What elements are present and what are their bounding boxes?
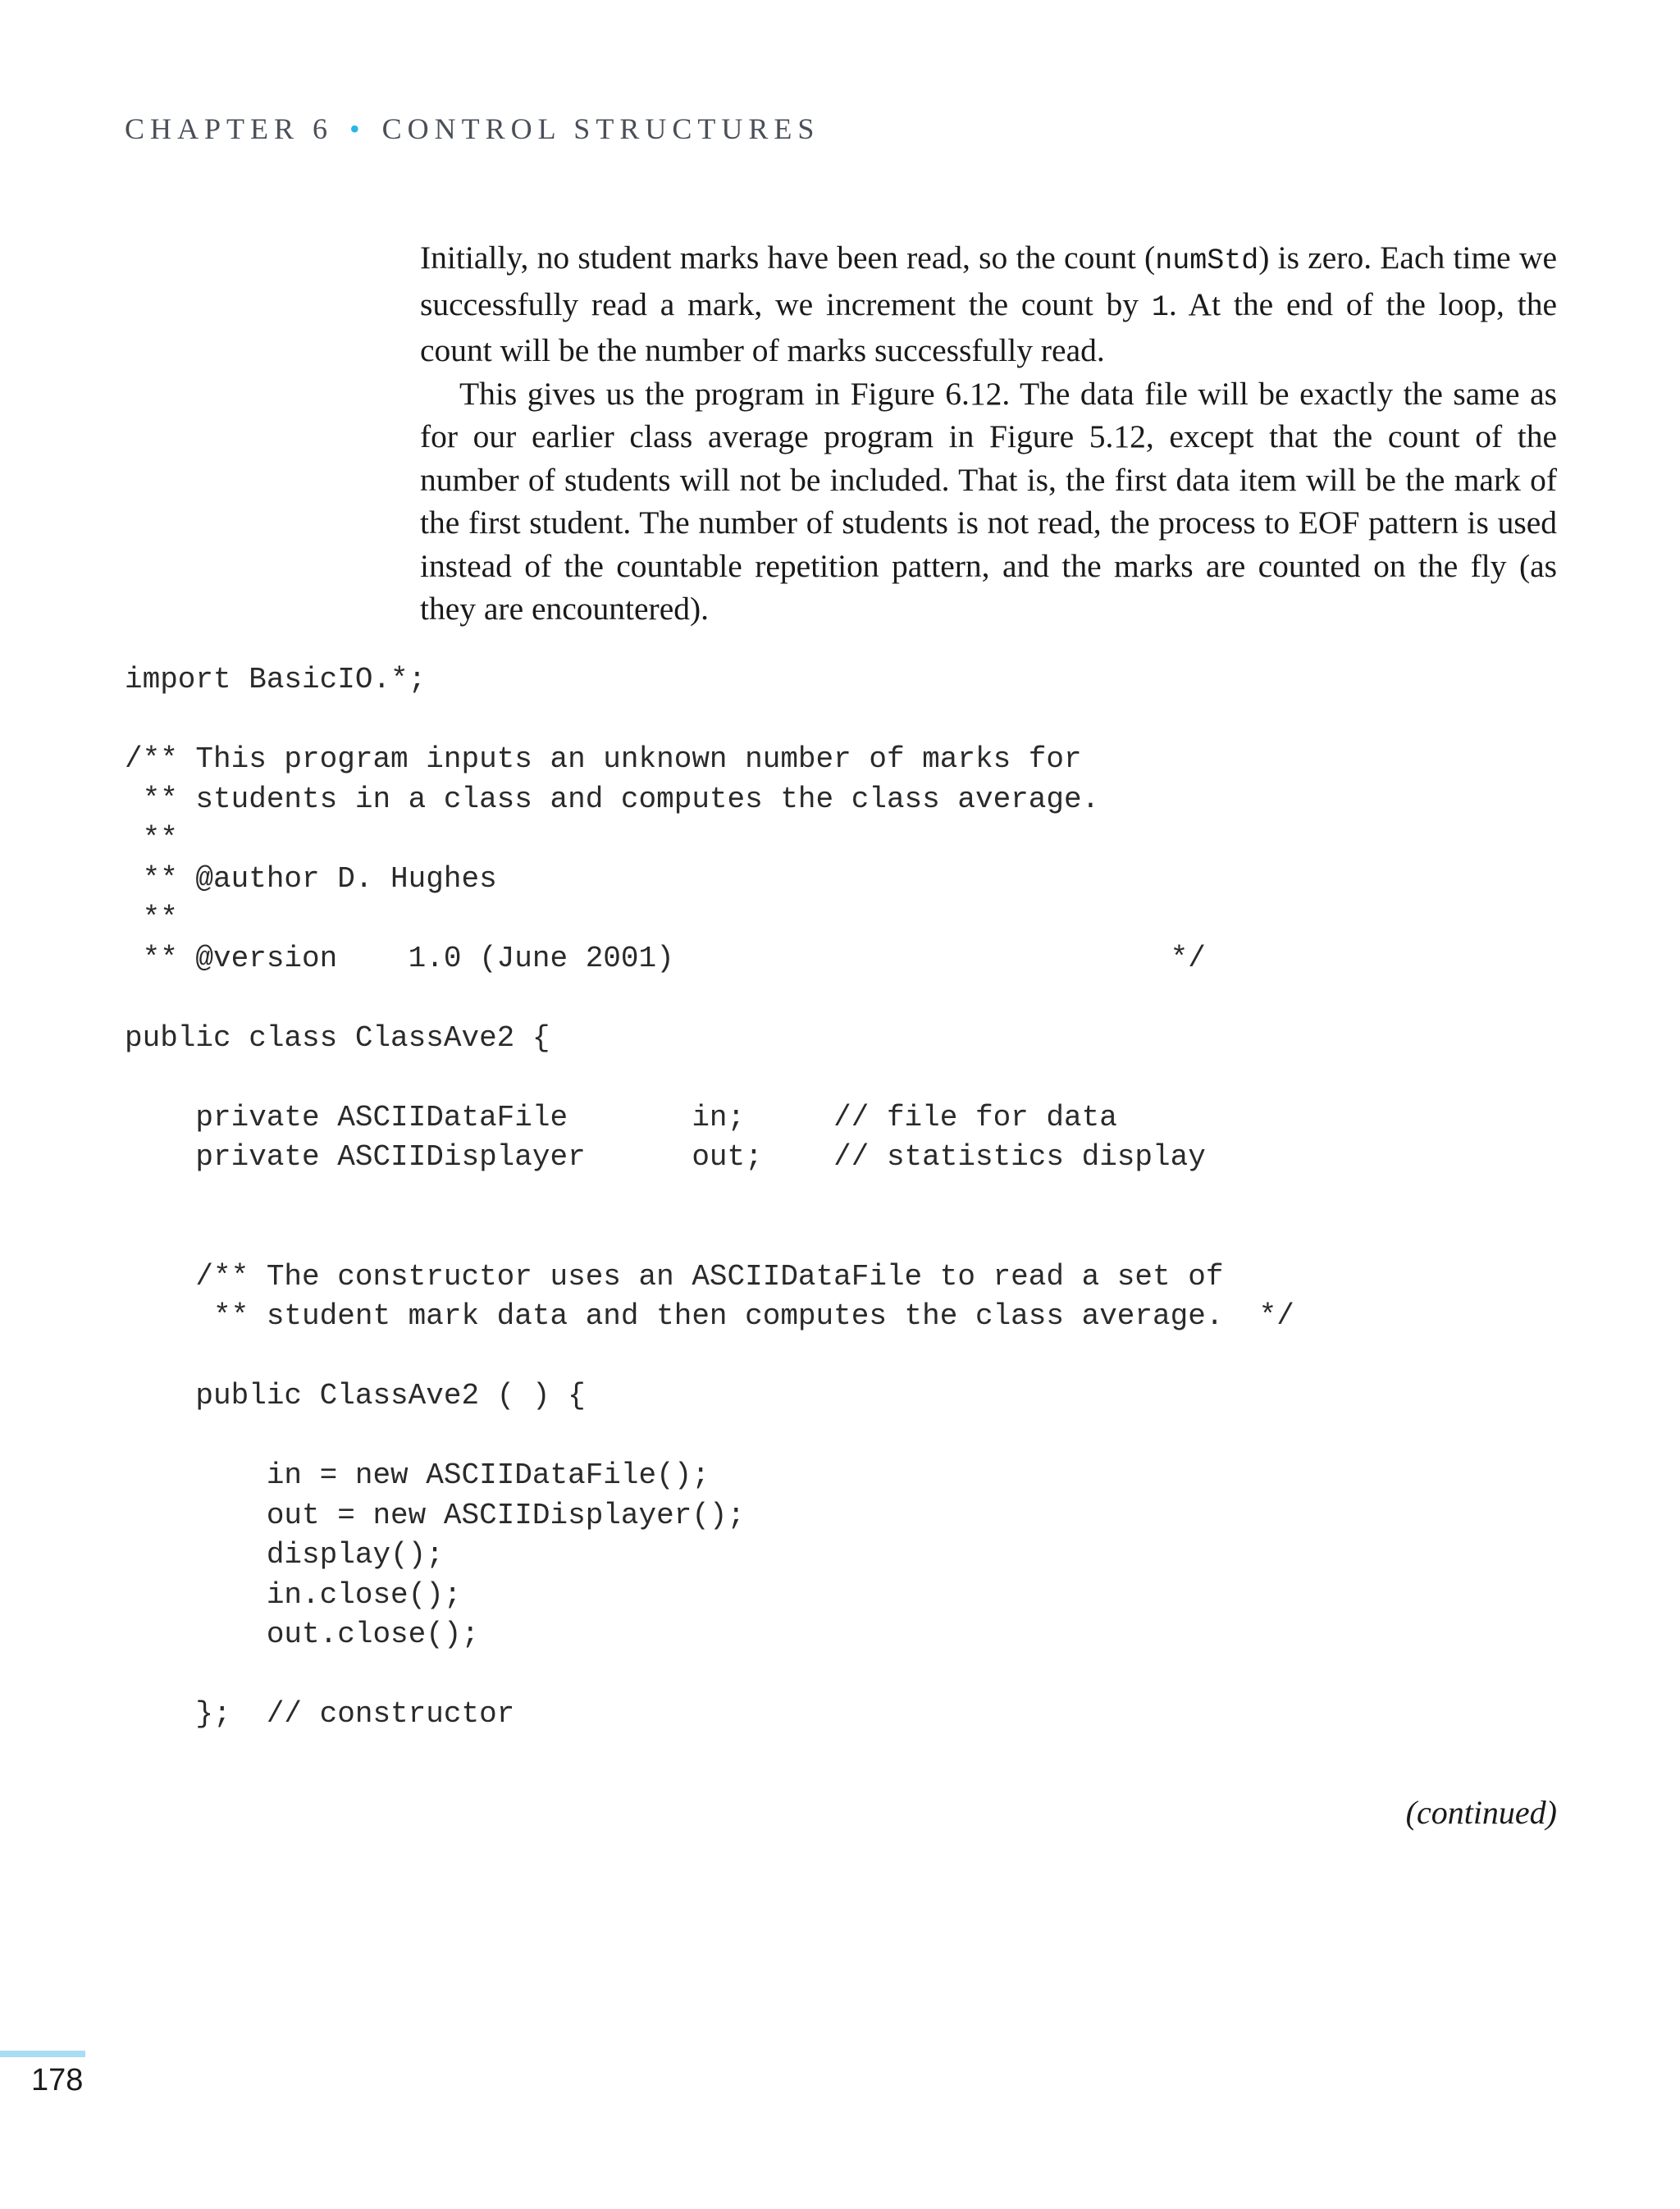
chapter-title: CONTROL STRUCTURES: [381, 112, 820, 145]
paragraph-2: This gives us the program in Figure 6.12. The data file will be exactly the same as for our earlier class average program in Figure 5.12, except that the count of the number of students will not be included. That is, the first data item will be the mark of the first student. The number of students is not read, the process to EOF pattern is used instead of the countable repetition pattern, and the marks are counted on the fly (as they are encountered).: [420, 375, 1557, 627]
paragraph-1-text-a: Initially, no student marks have been read, so the count (: [420, 240, 1156, 276]
running-head: [125, 112, 819, 146]
code-listing: import BasicIO.*; /** This program inputs an unknown number of marks for ** students in a class and computes the class average. ** ** @author D. Hughes ** ** @version 1.0 (June 2001) */ public class ClassAve2 { private ASCIIDataFile in; // file for data private ASCIIDisplayer out; // statistics display /** The constructor uses an ASCIIDataFile to read a set of ** student mark data and then computes the class average. */ public ClassAve2 ( ) { in = new ASCIIDataFile(); out = new ASCIIDisplayer(); display(); in.close(); out.close(); }; // constructor: [125, 663, 1294, 1731]
paragraph-1-text-b: ) is zero. Each time we successfully read a mark, we increment the count by: [420, 240, 1557, 322]
continued-label: (continued): [1405, 1794, 1557, 1831]
paragraph-1: [420, 236, 1557, 372]
chapter-label: CHAPTER 6: [125, 112, 334, 145]
body-text: [420, 236, 1557, 631]
inline-code-numstd: numStd: [1155, 244, 1259, 277]
page-number-rule: [0, 2051, 85, 2057]
inline-code-one: 1: [1151, 290, 1169, 324]
page-number: 178: [31, 2063, 84, 2097]
paragraph-1-text-c: . At the end of the loop, the count will be the number of marks successfully read.: [420, 285, 1557, 368]
bullet-separator: •: [349, 112, 366, 145]
